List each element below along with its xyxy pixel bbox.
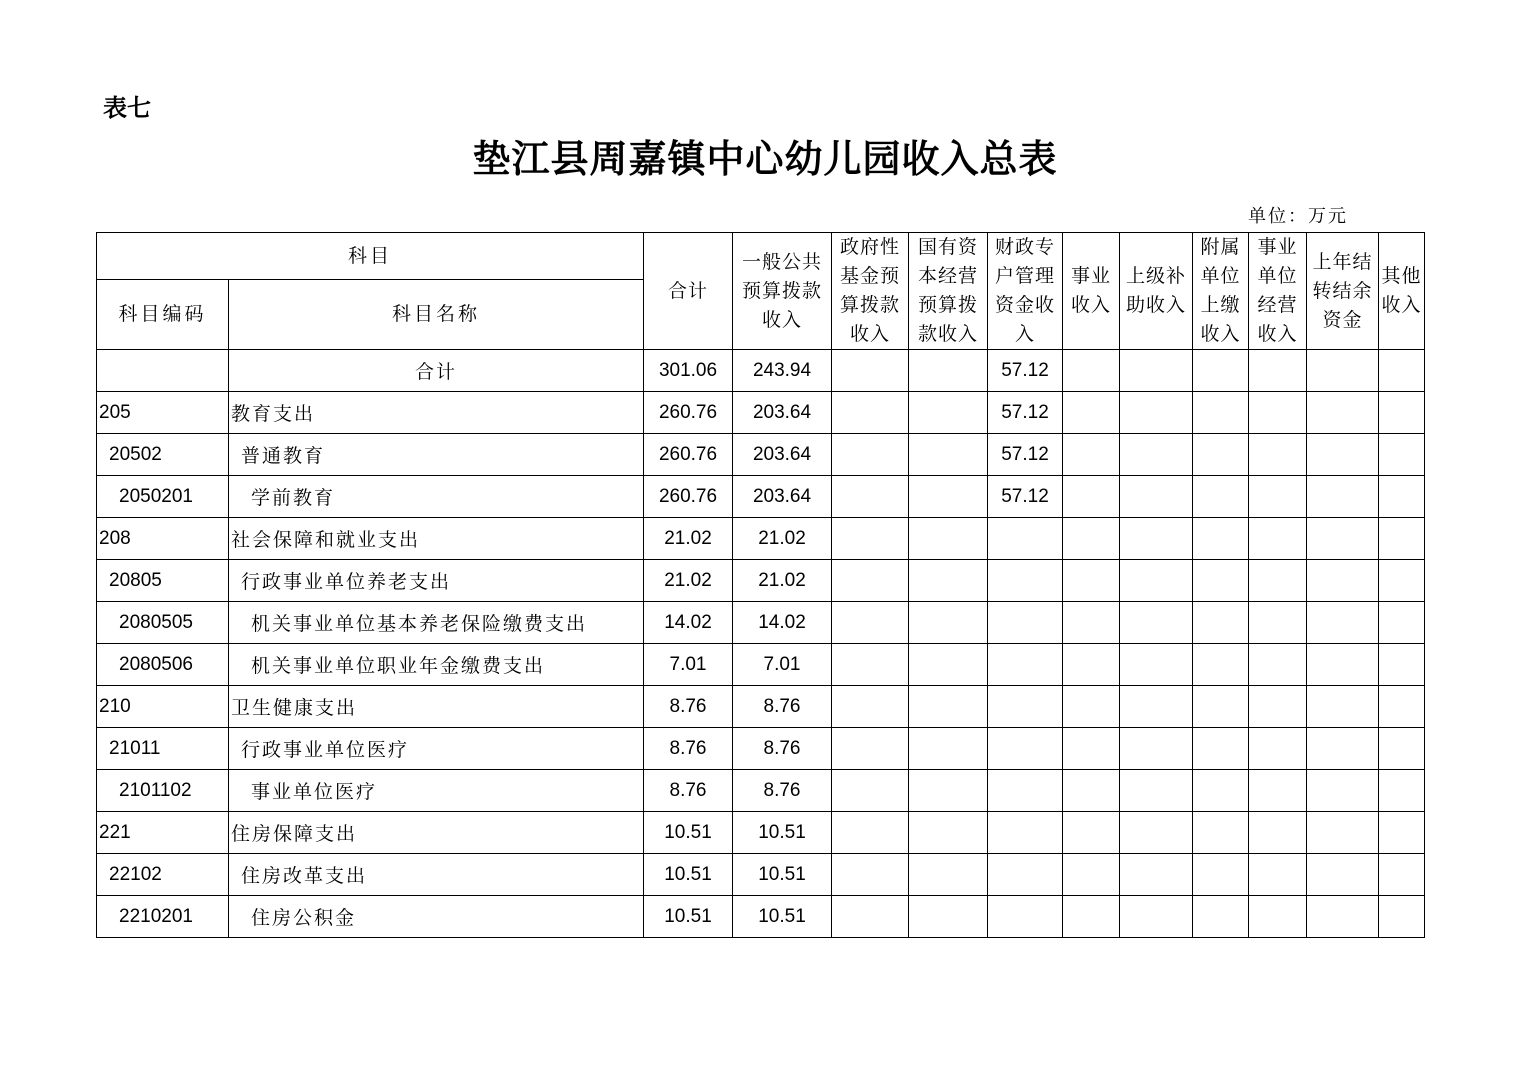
row-name: 行政事业单位医疗	[229, 728, 644, 770]
row-value-col-10	[1379, 770, 1425, 812]
row-value-col-0: 10.51	[644, 896, 733, 938]
row-value-col-8	[1249, 602, 1307, 644]
row-value-col-2	[832, 854, 909, 896]
row-value-col-6	[1120, 854, 1193, 896]
table-row	[97, 350, 1425, 392]
row-value-col-3	[909, 518, 988, 560]
row-value-col-1: 8.76	[733, 728, 832, 770]
row-value-col-8	[1249, 392, 1307, 434]
row-name: 行政事业单位养老支出	[229, 560, 644, 602]
row-value-col-2	[832, 392, 909, 434]
row-value-col-5	[1063, 518, 1120, 560]
row-value-col-9	[1307, 770, 1379, 812]
row-value-col-6	[1120, 896, 1193, 938]
row-value-col-2	[832, 812, 909, 854]
row-value-col-4: 57.12	[988, 392, 1063, 434]
row-name: 住房改革支出	[229, 854, 644, 896]
row-value-col-5	[1063, 812, 1120, 854]
row-value-col-1: 21.02	[733, 518, 832, 560]
row-code: 221	[97, 812, 229, 854]
row-code: 208	[97, 518, 229, 560]
row-value-col-4	[988, 644, 1063, 686]
row-name: 教育支出	[229, 392, 644, 434]
row-value-col-8	[1249, 644, 1307, 686]
row-value-col-3	[909, 854, 988, 896]
row-value-col-10	[1379, 350, 1425, 392]
row-value-col-3	[909, 728, 988, 770]
row-value-col-10	[1379, 812, 1425, 854]
row-value-col-1: 21.02	[733, 560, 832, 602]
row-value-col-10	[1379, 644, 1425, 686]
row-value-col-10	[1379, 392, 1425, 434]
row-value-col-0: 10.51	[644, 854, 733, 896]
row-value-col-9	[1307, 476, 1379, 518]
row-value-col-7	[1193, 854, 1249, 896]
row-value-col-7	[1193, 560, 1249, 602]
row-code: 2210201	[97, 896, 229, 938]
row-value-col-0: 8.76	[644, 770, 733, 812]
row-value-col-2	[832, 770, 909, 812]
row-value-col-3	[909, 350, 988, 392]
row-name: 学前教育	[229, 476, 644, 518]
row-value-col-10	[1379, 560, 1425, 602]
header-total: 合计	[644, 233, 733, 350]
unit-label: 单位：万元	[1248, 206, 1348, 227]
row-value-col-4	[988, 686, 1063, 728]
row-value-col-8	[1249, 854, 1307, 896]
row-value-col-6	[1120, 770, 1193, 812]
row-value-col-6	[1120, 560, 1193, 602]
row-value-col-7	[1193, 602, 1249, 644]
row-name: 社会保障和就业支出	[229, 518, 644, 560]
row-value-col-3	[909, 644, 988, 686]
row-value-col-6	[1120, 434, 1193, 476]
row-value-col-9	[1307, 854, 1379, 896]
row-value-col-7	[1193, 728, 1249, 770]
row-value-col-3	[909, 434, 988, 476]
header-operating-income: 事业单位经营收入	[1249, 233, 1307, 350]
row-value-col-1: 7.01	[733, 644, 832, 686]
table-row	[97, 686, 1425, 728]
row-value-col-6	[1120, 518, 1193, 560]
row-value-col-9	[1307, 602, 1379, 644]
row-value-col-3	[909, 686, 988, 728]
row-value-col-5	[1063, 476, 1120, 518]
row-value-col-1: 203.64	[733, 434, 832, 476]
row-value-col-8	[1249, 728, 1307, 770]
row-value-col-4: 57.12	[988, 350, 1063, 392]
row-value-col-10	[1379, 728, 1425, 770]
row-name: 合计	[229, 350, 644, 392]
row-value-col-1: 203.64	[733, 392, 832, 434]
table-row	[97, 644, 1425, 686]
row-value-col-8	[1249, 896, 1307, 938]
row-value-col-0: 21.02	[644, 560, 733, 602]
row-value-col-6	[1120, 350, 1193, 392]
row-value-col-10	[1379, 896, 1425, 938]
row-value-col-4	[988, 854, 1063, 896]
row-value-col-3	[909, 476, 988, 518]
header-name: 科目名称	[229, 280, 644, 350]
row-code: 20805	[97, 560, 229, 602]
row-value-col-9	[1307, 350, 1379, 392]
row-value-col-3	[909, 812, 988, 854]
header-special-account: 财政专户管理资金收入	[988, 233, 1063, 350]
row-value-col-7	[1193, 770, 1249, 812]
row-value-col-1: 243.94	[733, 350, 832, 392]
row-value-col-9	[1307, 434, 1379, 476]
row-value-col-3	[909, 896, 988, 938]
row-value-col-7	[1193, 686, 1249, 728]
table-row	[97, 434, 1425, 476]
row-value-col-3	[909, 602, 988, 644]
row-code: 2080505	[97, 602, 229, 644]
row-name: 普通教育	[229, 434, 644, 476]
header-other-income: 其他收入	[1379, 233, 1425, 350]
row-code: 2050201	[97, 476, 229, 518]
table-row	[97, 476, 1425, 518]
row-value-col-10	[1379, 686, 1425, 728]
row-value-col-2	[832, 644, 909, 686]
row-code	[97, 350, 229, 392]
row-value-col-1: 14.02	[733, 602, 832, 644]
row-value-col-4: 57.12	[988, 476, 1063, 518]
row-value-col-8	[1249, 476, 1307, 518]
header-gov-fund: 政府性基金预算拨款收入	[832, 233, 909, 350]
row-code: 2101102	[97, 770, 229, 812]
row-value-col-5	[1063, 896, 1120, 938]
row-value-col-5	[1063, 770, 1120, 812]
row-value-col-8	[1249, 560, 1307, 602]
row-code: 2080506	[97, 644, 229, 686]
row-value-col-5	[1063, 644, 1120, 686]
row-value-col-5	[1063, 350, 1120, 392]
row-value-col-4	[988, 812, 1063, 854]
row-value-col-6	[1120, 392, 1193, 434]
header-general-budget: 一般公共预算拨款收入	[733, 233, 832, 350]
row-value-col-7	[1193, 476, 1249, 518]
row-value-col-6	[1120, 476, 1193, 518]
row-value-col-0: 8.76	[644, 728, 733, 770]
row-value-col-8	[1249, 812, 1307, 854]
row-value-col-3	[909, 770, 988, 812]
row-name: 事业单位医疗	[229, 770, 644, 812]
row-name: 机关事业单位职业年金缴费支出	[229, 644, 644, 686]
row-value-col-2	[832, 434, 909, 476]
header-affiliated-turnover: 附属单位上缴收入	[1193, 233, 1249, 350]
row-value-col-8	[1249, 434, 1307, 476]
row-value-col-4	[988, 728, 1063, 770]
header-category: 科目	[97, 233, 644, 280]
row-name: 机关事业单位基本养老保险缴费支出	[229, 602, 644, 644]
row-value-col-0: 260.76	[644, 392, 733, 434]
row-value-col-7	[1193, 812, 1249, 854]
row-value-col-1: 10.51	[733, 896, 832, 938]
row-value-col-0: 260.76	[644, 476, 733, 518]
row-value-col-0: 7.01	[644, 644, 733, 686]
row-code: 205	[97, 392, 229, 434]
row-value-col-9	[1307, 686, 1379, 728]
row-code: 210	[97, 686, 229, 728]
row-value-col-7	[1193, 392, 1249, 434]
row-value-col-1: 203.64	[733, 476, 832, 518]
table-row	[97, 392, 1425, 434]
row-value-col-5	[1063, 686, 1120, 728]
row-value-col-4	[988, 602, 1063, 644]
table-row	[97, 812, 1425, 854]
row-value-col-6	[1120, 686, 1193, 728]
table-row	[97, 896, 1425, 938]
row-value-col-0: 301.06	[644, 350, 733, 392]
row-value-col-10	[1379, 854, 1425, 896]
row-value-col-2	[832, 518, 909, 560]
row-code: 21011	[97, 728, 229, 770]
row-name: 住房公积金	[229, 896, 644, 938]
row-value-col-7	[1193, 518, 1249, 560]
row-value-col-0: 14.02	[644, 602, 733, 644]
table-row	[97, 854, 1425, 896]
row-value-col-4	[988, 896, 1063, 938]
row-value-col-2	[832, 896, 909, 938]
row-value-col-10	[1379, 602, 1425, 644]
row-value-col-8	[1249, 686, 1307, 728]
row-name: 卫生健康支出	[229, 686, 644, 728]
table-row	[97, 770, 1425, 812]
row-value-col-3	[909, 392, 988, 434]
row-value-col-2	[832, 560, 909, 602]
row-value-col-9	[1307, 518, 1379, 560]
row-value-col-2	[832, 602, 909, 644]
row-value-col-2	[832, 728, 909, 770]
row-value-col-3	[909, 560, 988, 602]
row-value-col-10	[1379, 476, 1425, 518]
row-value-col-1: 8.76	[733, 770, 832, 812]
row-code: 20502	[97, 434, 229, 476]
income-summary-table	[96, 232, 1425, 938]
row-value-col-9	[1307, 560, 1379, 602]
row-value-col-0: 8.76	[644, 686, 733, 728]
row-value-col-2	[832, 476, 909, 518]
row-value-col-1: 10.51	[733, 854, 832, 896]
header-business-income: 事业收入	[1063, 233, 1120, 350]
row-value-col-6	[1120, 812, 1193, 854]
row-value-col-0: 10.51	[644, 812, 733, 854]
row-value-col-5	[1063, 434, 1120, 476]
row-value-col-4	[988, 518, 1063, 560]
row-value-col-7	[1193, 644, 1249, 686]
table-row	[97, 518, 1425, 560]
row-value-col-6	[1120, 602, 1193, 644]
row-value-col-10	[1379, 518, 1425, 560]
table-row	[97, 728, 1425, 770]
header-carryover: 上年结转结余资金	[1307, 233, 1379, 350]
row-value-col-5	[1063, 560, 1120, 602]
table-label: 表七	[103, 94, 151, 122]
row-value-col-7	[1193, 350, 1249, 392]
row-value-col-5	[1063, 854, 1120, 896]
row-value-col-0: 21.02	[644, 518, 733, 560]
row-value-col-4: 57.12	[988, 434, 1063, 476]
row-value-col-0: 260.76	[644, 434, 733, 476]
row-value-col-5	[1063, 728, 1120, 770]
row-value-col-9	[1307, 812, 1379, 854]
header-superior-subsidy: 上级补助收入	[1120, 233, 1193, 350]
row-value-col-9	[1307, 392, 1379, 434]
row-value-col-1: 8.76	[733, 686, 832, 728]
row-value-col-9	[1307, 896, 1379, 938]
table-row	[97, 560, 1425, 602]
row-value-col-6	[1120, 728, 1193, 770]
row-value-col-4	[988, 560, 1063, 602]
row-value-col-5	[1063, 392, 1120, 434]
header-code: 科目编码	[97, 280, 229, 350]
row-value-col-10	[1379, 434, 1425, 476]
row-value-col-4	[988, 770, 1063, 812]
row-value-col-8	[1249, 770, 1307, 812]
row-value-col-7	[1193, 896, 1249, 938]
row-value-col-9	[1307, 728, 1379, 770]
row-value-col-1: 10.51	[733, 812, 832, 854]
header-state-capital: 国有资本经营预算拨款收入	[909, 233, 988, 350]
row-value-col-8	[1249, 518, 1307, 560]
row-value-col-6	[1120, 644, 1193, 686]
row-name: 住房保障支出	[229, 812, 644, 854]
row-value-col-8	[1249, 350, 1307, 392]
table-row	[97, 602, 1425, 644]
row-value-col-2	[832, 350, 909, 392]
row-value-col-5	[1063, 602, 1120, 644]
document-title: 垫江县周嘉镇中心幼儿园收入总表	[472, 136, 1058, 181]
row-value-col-2	[832, 686, 909, 728]
row-code: 22102	[97, 854, 229, 896]
row-value-col-9	[1307, 644, 1379, 686]
row-value-col-7	[1193, 434, 1249, 476]
